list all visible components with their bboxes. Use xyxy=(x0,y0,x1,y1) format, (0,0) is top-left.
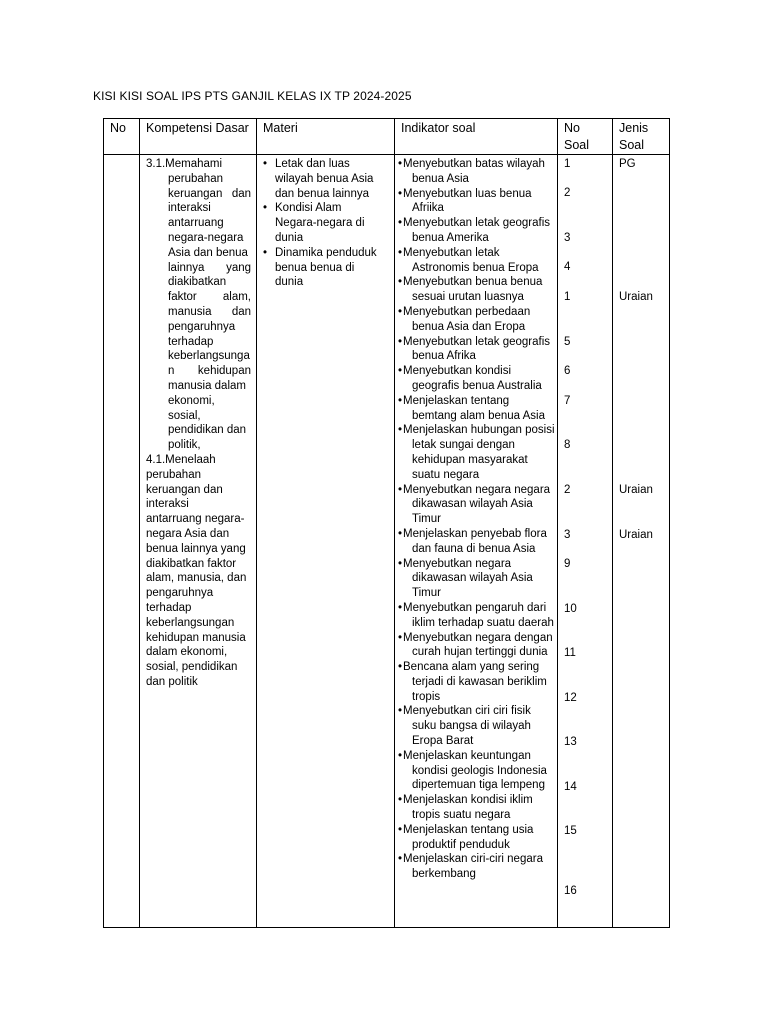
header-indikator-soal: Indikator soal xyxy=(395,119,558,155)
kd-line: sosial, pendidikan xyxy=(146,661,238,674)
kd-line: 4.1.Menelaah xyxy=(146,453,216,466)
no-soal-value: 16 xyxy=(564,885,577,897)
no-soal-value: 14 xyxy=(564,781,577,793)
kd-line: pengaruhnya xyxy=(168,320,236,333)
header-jenis-soal: Jenis Soal xyxy=(613,119,670,155)
no-soal-value: 6 xyxy=(564,365,571,377)
jenis-soal-value: Uraian xyxy=(619,484,653,496)
kd-line: terhadap xyxy=(168,335,214,348)
kd-line: antarruang xyxy=(168,217,224,230)
kd-line: Asia dan benua xyxy=(168,246,248,259)
cell-materi xyxy=(257,155,395,928)
materi-item: • Dinamika penduduk benua benua di dunia xyxy=(259,246,385,290)
kd-line: ekonomi, xyxy=(168,394,215,407)
indikator-item: • Menyebutkan letak geografis benua Afrika xyxy=(395,335,557,365)
kd-line: keruangan dan xyxy=(168,187,251,200)
indikator-item: • Menyebutkan letak Astronomis benua Eropa xyxy=(395,246,557,276)
header-no-soal: No Soal xyxy=(558,119,613,155)
kd-line: diakibatkan faktor xyxy=(146,557,237,570)
cell-no-soal xyxy=(558,155,613,928)
no-soal-value: 7 xyxy=(564,395,571,407)
no-soal-value: 2 xyxy=(564,187,571,199)
indikator-item: • Menjelaskan keuntungan kondisi geologis Indonesia dipertemuan tiga lempeng xyxy=(395,749,557,793)
kd-line: dalam ekonomi, xyxy=(146,646,228,659)
materi-item: • Kondisi Alam Negara-negara di dunia xyxy=(259,201,385,245)
no-soal-value: 13 xyxy=(564,736,577,748)
kd-line: terhadap xyxy=(146,601,192,614)
kd-line: interaksi xyxy=(168,202,211,215)
kd-line: manusia dan xyxy=(168,305,251,318)
header-no: No xyxy=(104,119,140,155)
kd-line: perubahan xyxy=(146,468,201,481)
table-header-row xyxy=(104,119,670,155)
indikator-item: • Menyebutkan pengaruh dari iklim terhadap suatu daerah xyxy=(395,601,557,631)
indikator-list xyxy=(395,157,557,882)
no-soal-value: 5 xyxy=(564,336,571,348)
kd-line: antarruang negara- xyxy=(146,513,245,526)
no-soal-value: 15 xyxy=(564,825,577,837)
kd-line: pendidikan dan xyxy=(168,424,247,437)
table-row xyxy=(104,155,670,928)
kd-line: manusia dalam xyxy=(168,379,246,392)
indikator-item: • Menyebutkan batas wilayah benua Asia xyxy=(395,157,557,187)
no-soal-value: 8 xyxy=(564,439,571,451)
indikator-item: • Menjelaskan kondisi iklim tropis suatu negara xyxy=(395,793,557,823)
indikator-item: • Menyebutkan kondisi geografis benua Australia xyxy=(395,364,557,394)
header-kompetensi-dasar: Kompetensi Dasar xyxy=(140,119,257,155)
indikator-item: • Menyebutkan benua benua sesuai urutan luasnya xyxy=(395,275,557,305)
no-soal-value: 11 xyxy=(564,647,576,659)
indikator-item: • Menyebutkan negara negara dikawasan wilayah Asia Timur xyxy=(395,483,557,527)
document-title: KISI KISI SOAL IPS PTS GANJIL KELAS IX TP 2024-2025 xyxy=(93,89,412,103)
jenis-soal-value: PG xyxy=(619,158,636,170)
kd-line: 3.1.Memahami xyxy=(146,158,223,170)
cell-kompetensi-dasar xyxy=(140,155,257,928)
kd-line: negara-negara xyxy=(168,231,244,244)
kd-line: perubahan xyxy=(168,172,223,185)
indikator-item: • Menjelaskan hubungan posisi letak sungai dengan kehidupan masyarakat suatu negara xyxy=(395,423,557,482)
indikator-item: • Menjelaskan tentang usia produktif penduduk xyxy=(395,823,557,853)
kompetensi-dasar-text xyxy=(146,157,251,690)
cell-indikator xyxy=(395,155,558,928)
no-soal-value: 3 xyxy=(564,529,571,541)
kd-line: dan politik xyxy=(146,675,198,688)
indikator-item: • Menjelaskan tentang bemtang alam benua Asia xyxy=(395,394,557,424)
cell-jenis-soal xyxy=(613,155,670,928)
indikator-item: • Menyebutkan negara dikawasan wilayah Asia Timur xyxy=(395,557,557,601)
materi-list xyxy=(257,157,385,290)
no-soal-value: 9 xyxy=(564,558,571,570)
kd-line: alam, manusia, dan xyxy=(146,572,247,585)
jenis-soal-value: Uraian xyxy=(619,291,653,303)
kd-line: diakibatkan xyxy=(168,276,227,289)
kd-line: kehidupan manusia xyxy=(146,631,246,644)
indikator-item: • Menyebutkan perbedaan benua Asia dan Eropa xyxy=(395,305,557,335)
indikator-item: • Menyebutkan letak geografis benua Amerika xyxy=(395,216,557,246)
kd-line: politik, xyxy=(168,439,201,452)
indikator-item: • Menyebutkan luas benua Afriika xyxy=(395,187,557,217)
no-soal-value: 2 xyxy=(564,484,571,496)
kd-line: pengaruhnya xyxy=(146,587,214,600)
no-soal-value: 10 xyxy=(564,603,577,615)
kd-line: keberlangsunga xyxy=(168,350,250,363)
materi-item: • Letak dan luas wilayah benua Asia dan benua lainnya xyxy=(259,157,385,201)
indikator-item: • Menjelaskan penyebab flora dan fauna di benua Asia xyxy=(395,527,557,557)
kd-line: keberlangsungan xyxy=(146,616,235,629)
kd-line: n kehidupan xyxy=(168,365,251,378)
kd-line: interaksi xyxy=(146,498,189,511)
kisi-kisi-table xyxy=(103,118,670,928)
no-soal-value: 12 xyxy=(564,692,577,704)
kd-line: lainnya yang xyxy=(168,261,251,274)
kd-line: faktor alam, xyxy=(168,291,251,304)
no-soal-value: 4 xyxy=(564,261,571,273)
kd-line: sosial, xyxy=(168,409,201,422)
no-soal-value: 1 xyxy=(564,291,571,303)
kd-line: keruangan dan xyxy=(146,483,223,496)
no-soal-value: 1 xyxy=(564,158,571,170)
no-soal-value: 3 xyxy=(564,232,571,244)
header-materi: Materi xyxy=(257,119,395,155)
indikator-item: • Bencana alam yang sering terjadi di kawasan beriklim tropis xyxy=(395,660,557,704)
jenis-soal-value: Uraian xyxy=(619,529,653,541)
indikator-item: • Menjelaskan ciri-ciri negara berkembang xyxy=(395,852,557,882)
indikator-item: • Menyebutkan negara dengan curah hujan tertinggi dunia xyxy=(395,631,557,661)
indikator-item: • Menyebutkan ciri ciri fisik suku bangsa di wilayah Eropa Barat xyxy=(395,704,557,748)
kd-line: negara Asia dan xyxy=(146,527,230,540)
cell-no xyxy=(104,155,140,928)
kd-line: benua lainnya yang xyxy=(146,542,246,555)
